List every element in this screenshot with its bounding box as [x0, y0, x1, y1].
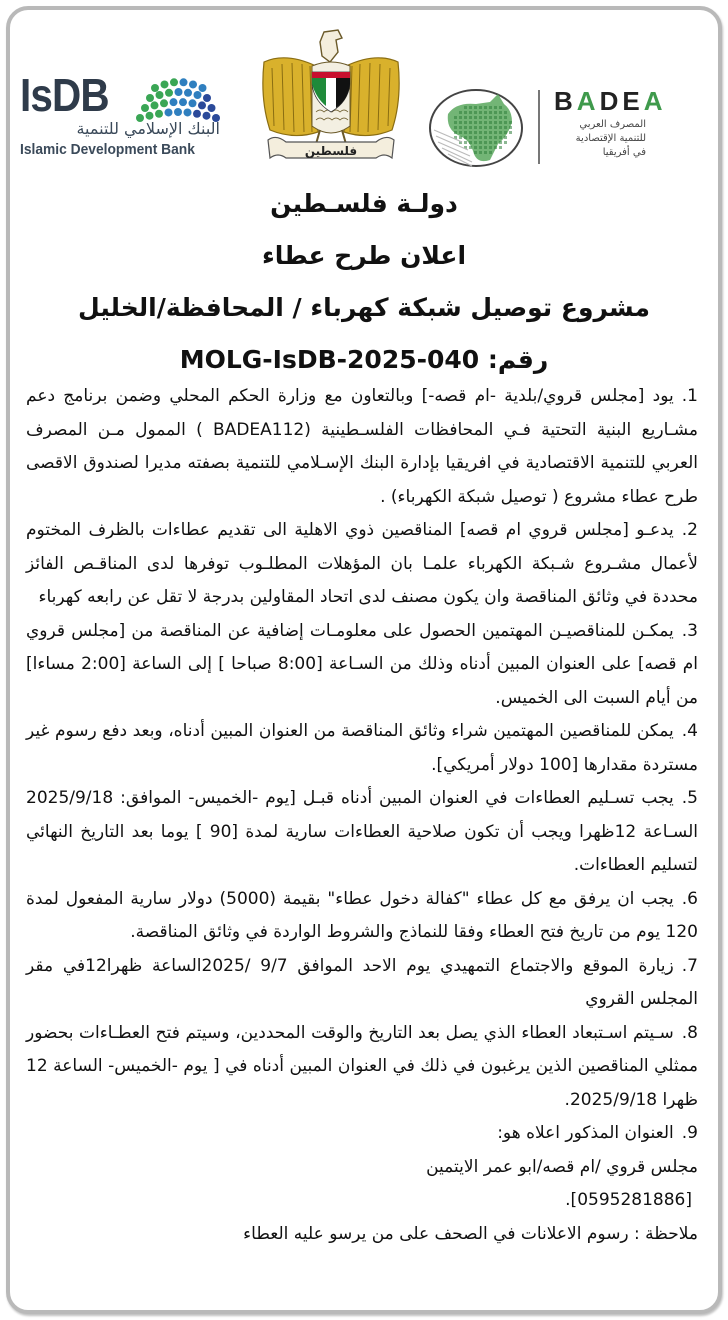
map-dot	[474, 121, 477, 124]
map-dot	[469, 141, 472, 144]
map-dot	[474, 146, 477, 149]
isdb-english-name: Islamic Development Bank	[20, 141, 195, 158]
tender-clause	[26, 380, 698, 514]
map-dot	[474, 151, 477, 154]
badea-arabic-name	[554, 118, 646, 160]
clause-text: يمكن للمناقصين المهتمين شراء وثائق المناقصة من العنوان المبين أدناه، وبعد دفع رسوم غير مستردة مقدارها [100 دولار أمريكي].	[26, 721, 698, 775]
map-dot	[489, 131, 492, 134]
globe-dot	[208, 104, 216, 112]
globe-dot	[161, 80, 169, 88]
clause-text: العنوان المذكور اعلاه هو:	[497, 1123, 674, 1143]
map-dot	[499, 131, 502, 134]
map-dot	[479, 141, 482, 144]
map-dot	[459, 111, 462, 114]
map-dot	[494, 121, 497, 124]
globe-dot	[146, 94, 154, 102]
globe-dot	[189, 99, 197, 107]
logo-bar	[14, 14, 714, 164]
map-dot	[499, 106, 502, 109]
map-dot	[454, 126, 457, 129]
map-dot	[499, 121, 502, 124]
map-dot	[504, 126, 507, 129]
map-dot	[494, 141, 497, 144]
clause-number: 1.	[681, 386, 698, 406]
globe-dot	[184, 108, 192, 116]
tender-clause	[26, 615, 698, 716]
clause-text: سـيتم اسـتبعاد العطاء الذي يصل بعد التاريخ والوقت المحددين، وسيتم فتح العطـاءات بحضور ممثلي المناقصين الذين يرغبون في ذلك في العنوان المبين أدناه في [ يوم -الخميس- الساعة 12 ظهرا 2025/9/18.	[26, 1022, 698, 1110]
tender-body	[26, 380, 698, 1251]
title-block	[20, 178, 708, 386]
globe-dot	[198, 101, 206, 109]
map-dot	[484, 146, 487, 149]
tender-clause	[26, 950, 698, 1017]
map-dot	[474, 126, 477, 129]
map-dot	[464, 136, 467, 139]
badea-logo	[414, 74, 714, 174]
advertising-note: ملاحظة : رسوم الاعلانات في الصحف على من يرسو عليه العطاء	[243, 1223, 698, 1244]
map-dot	[474, 111, 477, 114]
globe-dot	[189, 80, 197, 88]
country-title: دولـة فلسـطين	[270, 189, 458, 218]
globe-dot	[165, 108, 173, 116]
map-dot	[479, 146, 482, 149]
map-dot	[454, 116, 457, 119]
globe-dot	[203, 94, 211, 102]
clause-number: 9.	[681, 1123, 698, 1143]
map-dot	[499, 141, 502, 144]
map-dot	[504, 111, 507, 114]
badea-letter: A	[576, 86, 600, 116]
map-dot	[499, 111, 502, 114]
map-dot	[484, 116, 487, 119]
map-dot	[499, 116, 502, 119]
badea-divider	[538, 90, 540, 164]
globe-dot	[180, 78, 188, 86]
emblem-caption: فلسطين	[304, 144, 358, 158]
map-dot	[474, 131, 477, 134]
map-dot	[489, 116, 492, 119]
map-dot	[494, 131, 497, 134]
map-dot	[459, 131, 462, 134]
announcement-title: اعلان طرح عطاء	[261, 241, 467, 270]
map-dot	[479, 116, 482, 119]
map-dot	[474, 136, 477, 139]
clause-number: 2.	[681, 520, 698, 540]
map-dot	[504, 136, 507, 139]
map-dot	[489, 111, 492, 114]
tender-clause	[26, 782, 698, 883]
badea-letter: A	[643, 86, 667, 116]
map-dot	[504, 141, 507, 144]
map-dot	[504, 121, 507, 124]
globe-dot	[175, 88, 183, 96]
map-dot	[479, 151, 482, 154]
map-dot	[494, 111, 497, 114]
address-line: مجلس قروي /ام قصه/ابو عمر الايتمين	[426, 1156, 698, 1177]
globe-dot	[174, 108, 182, 116]
map-dot	[454, 121, 457, 124]
map-dot	[464, 106, 467, 109]
isdb-wordmark: IsDB	[20, 69, 109, 121]
map-dot	[484, 111, 487, 114]
clause-text: يجب تسـليم العطاءات في العنوان المبين أدناه قبـل [يوم -الخميس- الموافق: 2025/9/18 السـاعة 12ظهرا ويجب أن تكون صلاحية العطاءات سارية لمدة [90 ] يوما بعد التاريخ النهائي لتسليم العطاءات.	[26, 788, 699, 875]
map-dot	[479, 121, 482, 124]
map-dot	[489, 141, 492, 144]
map-dot	[479, 106, 482, 109]
map-dot	[469, 136, 472, 139]
tender-clause	[26, 1117, 698, 1151]
map-dot	[464, 131, 467, 134]
map-dot	[509, 131, 512, 134]
clause-number: 7.	[681, 955, 698, 976]
clause-text: يجب ان يرفق مع كل عطاء "كفالة دخول عطاء" بقيمة (5000) دولار سارية المفعول لمدة 120 يوم من تاريخ فتح العطاء وفقا للنماذج والشروط الواردة في وثائق المناقصة.	[26, 888, 698, 942]
map-dot	[464, 126, 467, 129]
map-dot	[479, 111, 482, 114]
map-dot	[464, 111, 467, 114]
map-dot	[494, 106, 497, 109]
map-dot	[479, 131, 482, 134]
reference-label: رقم:	[487, 345, 549, 374]
clause-number: 4.	[681, 721, 698, 741]
clause-number: 3.	[681, 620, 698, 641]
badea-letter: D	[599, 86, 623, 116]
isdb-logo	[20, 70, 240, 178]
map-dot	[484, 126, 487, 129]
globe-dot	[170, 78, 178, 86]
map-dot	[499, 126, 502, 129]
clause-text: يمكـن للمناقصيـن المهتمين الحصول على معلومـات إضافية عن المناقصة من [مجلس قروي ام قصه] على العنوان المبين أدناه وذلك من السـاعة [8:00 صباحا ] إلى الساعة [2:00 مساءا] من أيام السبت الى الخميس.	[26, 620, 698, 708]
map-dot	[459, 136, 462, 139]
africa-map-icon	[428, 84, 528, 170]
map-dot	[494, 146, 497, 149]
phone-number: [0595281886].	[565, 1190, 692, 1210]
map-dot	[469, 121, 472, 124]
map-dot	[469, 106, 472, 109]
globe-dot	[170, 98, 178, 106]
map-dot	[484, 106, 487, 109]
map-dot	[469, 126, 472, 129]
palestine-emblem-icon	[246, 22, 416, 167]
badea-letter: B	[554, 86, 577, 116]
badea-wordmark	[554, 86, 666, 116]
globe-dot	[179, 98, 187, 106]
reference-value: MOLG-IsDB-2025-040	[179, 345, 480, 374]
map-dot	[469, 146, 472, 149]
globe-dot	[199, 84, 207, 92]
tender-clause	[26, 715, 698, 782]
isdb-arabic-name: البنك الإسلامي للتنمية	[76, 119, 220, 138]
badea-arabic-line: للتنمية الإقتصادية	[575, 133, 646, 144]
map-dot	[474, 106, 477, 109]
map-dot	[509, 121, 512, 124]
map-dot	[494, 116, 497, 119]
map-dot	[509, 126, 512, 129]
map-dot	[499, 136, 502, 139]
reference-number	[20, 334, 708, 386]
globe-dot	[155, 110, 163, 118]
globe-dot	[156, 91, 164, 99]
map-dot	[464, 116, 467, 119]
clause-text: يدعـو [مجلس قروي ام قصه] المناقصين ذوي الاهلية الى تقديم عطاءات بالظرف المختوم لأعمال مشـروع شـبكة الكهرباء علمـا بان المؤهلات المطلـوب توفرها لدى المناقـص الفائز محددة في وثائق المناقصة وان يكون مصنف لدى اتحاد المقاولين بدرجة لا تقل عن رابعه كهرباء	[26, 520, 698, 607]
globe-dot	[184, 89, 192, 97]
map-dot	[474, 141, 477, 144]
badea-wordmark-text	[554, 86, 666, 116]
map-dot	[494, 126, 497, 129]
tender-clause	[26, 1017, 698, 1118]
clause-text: يود [مجلس قروي/بلدية -ام قصه-] وبالتعاون مع وزارة الحكم المحلي وضمن برنامج دعم مشـاريع البنية التحتية فـي المحافظات الفلسـطينية (BADEA112 ) الممول مـن المصرف العربي للتنمية الاقتصادية في افريقيا بإدارة البنك الإسـلامي للتنمية بصفته مديرا لصندوق الاقصى طرح عطاء مشروع ( توصيل شبكة الكهرباء) .	[26, 386, 699, 507]
isdb-globe-icon	[128, 74, 228, 124]
clause-number: 8.	[681, 1022, 698, 1043]
map-dot	[479, 136, 482, 139]
globe-dot	[151, 101, 159, 109]
badea-arabic-line: المصرف العربي	[579, 119, 646, 130]
clause-number: 5.	[681, 788, 698, 808]
map-dot	[484, 141, 487, 144]
map-dot	[454, 131, 457, 134]
map-dot	[459, 126, 462, 129]
map-dot	[469, 116, 472, 119]
map-dot	[464, 121, 467, 124]
map-dot	[484, 136, 487, 139]
badea-letter: E	[622, 86, 644, 116]
map-dot	[499, 146, 502, 149]
map-dot	[489, 106, 492, 109]
globe-dot	[193, 110, 201, 118]
map-dot	[489, 126, 492, 129]
globe-dot	[151, 84, 159, 92]
globe-dot	[141, 104, 149, 112]
map-dot	[464, 141, 467, 144]
clause-number: 6.	[681, 888, 698, 909]
map-dot	[489, 121, 492, 124]
globe-dot	[194, 91, 202, 99]
map-dot	[489, 136, 492, 139]
map-dot	[459, 121, 462, 124]
clause-text: زيارة الموقع والاجتماع التمهيدي يوم الاحد الموافق 9/7 /2025الساعة ظهرا12في مقر المجلس القروي	[26, 955, 698, 1009]
map-dot	[469, 111, 472, 114]
map-dot	[504, 116, 507, 119]
map-dot	[459, 116, 462, 119]
map-dot	[484, 131, 487, 134]
map-dot	[484, 121, 487, 124]
map-dot	[474, 116, 477, 119]
map-dot	[479, 126, 482, 129]
map-dot	[489, 146, 492, 149]
globe-dot	[160, 99, 168, 107]
map-dot	[489, 151, 492, 154]
map-dot	[484, 151, 487, 154]
map-dot	[469, 131, 472, 134]
map-dot	[494, 136, 497, 139]
map-dot	[504, 131, 507, 134]
globe-dot	[165, 89, 173, 97]
tender-clause	[26, 514, 698, 615]
tender-clause	[26, 883, 698, 950]
badea-arabic-line: في أفريقيا	[602, 147, 646, 158]
project-title: مشروع توصيل شبكة كهرباء / المحافظة/الخليل	[78, 293, 650, 322]
